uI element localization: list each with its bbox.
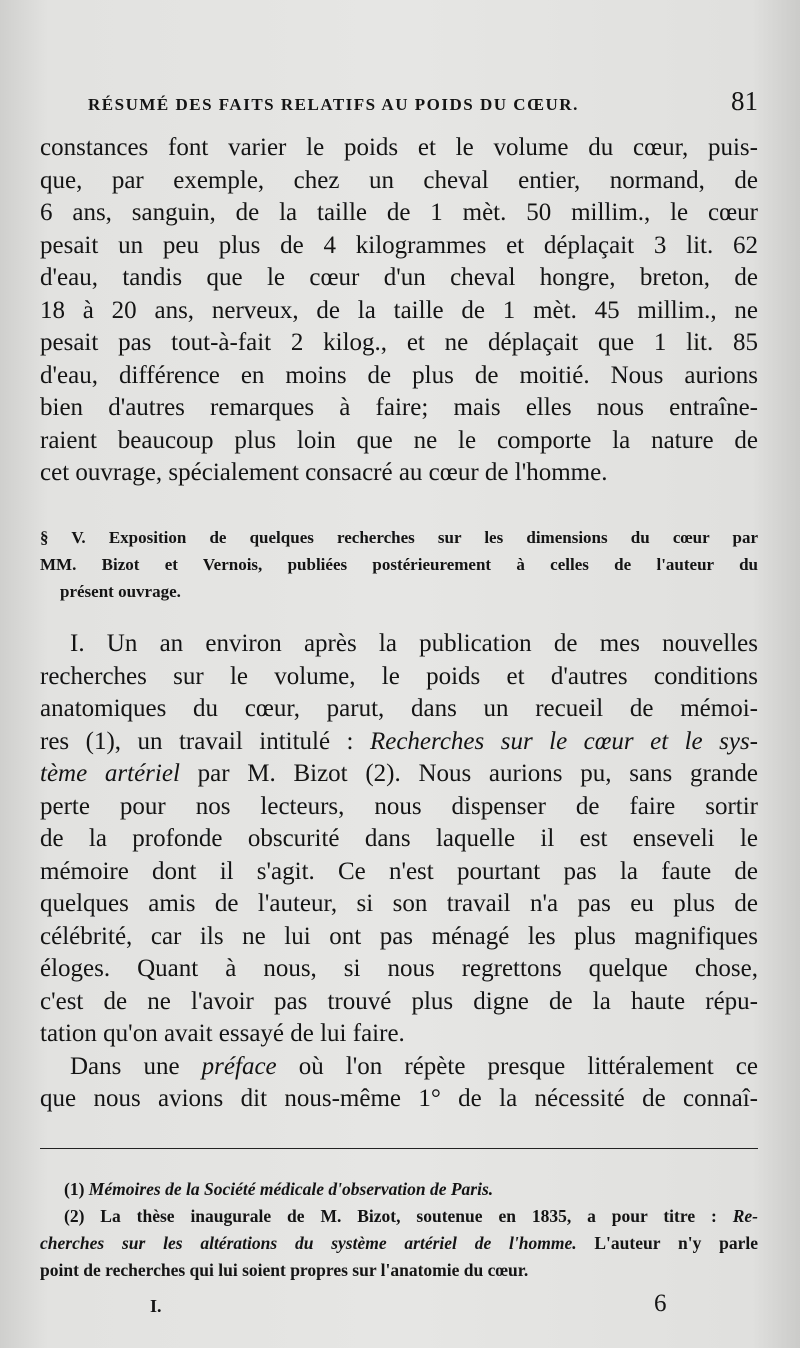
text-line: célébrité, car ils ne lui ont pas ménagé les plus magnifiques xyxy=(40,922,758,950)
footnotes xyxy=(40,1176,758,1284)
footnote-text: Mémoires de la Société médicale d'observation de Paris. xyxy=(88,1179,494,1199)
text-line: cet ouvrage, spécialement consacré au cœur de l'homme. xyxy=(40,459,608,486)
text-line: pesait pas tout-à-fait 2 kilog., et ne déplaçait que 1 lit. 85 xyxy=(40,329,758,356)
text-line: de la profonde obscurité dans laquelle il est enseveli le xyxy=(40,825,758,852)
footnote-italic: Re- xyxy=(732,1206,758,1226)
text-line: raient beaucoup plus loin que ne le comporte la nature de xyxy=(40,426,758,454)
paragraph-continuation xyxy=(40,132,758,490)
running-title: RÉSUMÉ DES FAITS RELATIFS AU POIDS DU CŒUR. xyxy=(88,95,579,114)
text-line: constances font varier le poids et le volume du cœur, puis- xyxy=(40,134,758,161)
text-line: tation qu'on avait essayé de lui faire. xyxy=(40,1020,405,1047)
footnote-marker: (1) xyxy=(64,1179,89,1199)
section-body xyxy=(40,628,758,1116)
text-line xyxy=(40,758,758,791)
footnote-italic: cherches sur les altérations du système artériel de l'homme. xyxy=(40,1233,577,1253)
footnote-text: (2) La thèse inaugurale de M. Bizot, soutenue en 1835, a pour titre : xyxy=(64,1206,733,1226)
text-run: où l'on répète presque littéralement ce xyxy=(276,1052,758,1080)
text-line: 6 ans, sanguin, de la taille de 1 mèt. 50 millim., le cœur xyxy=(40,199,758,226)
footnote-2-line xyxy=(40,1230,758,1257)
text-line: que, par exemple, chez un cheval entier, normand, de xyxy=(40,166,758,194)
text-line: d'eau, différence en moins de plus de moitié. Nous aurions xyxy=(40,361,758,389)
text-line: quelques amis de l'auteur, si son travail n'a pas eu plus de xyxy=(40,890,758,917)
page-number: 81 xyxy=(731,86,758,116)
text-line: c'est de ne l'avoir pas trouvé plus digne de la haute répu- xyxy=(40,987,758,1015)
italic-title: tème artériel xyxy=(40,760,180,787)
signature-mark: I. xyxy=(150,1296,162,1316)
footnote-2 xyxy=(40,1203,758,1230)
text-line: que nous avions dit nous-même 1° de la nécessité de connaî- xyxy=(40,1085,758,1112)
section-heading xyxy=(40,524,758,605)
text-line: recherches sur le volume, le poids et d'autres conditions xyxy=(40,662,758,690)
text-run: Dans une xyxy=(70,1052,202,1080)
footnote-2-line: point de recherches qui lui soient propres sur l'anatomie du cœur. xyxy=(40,1260,529,1280)
text-line: I. Un an environ après la publication de mes nouvelles xyxy=(70,630,758,657)
text-run: res (1), un travail intitulé : xyxy=(40,727,370,755)
text-line xyxy=(40,726,758,759)
text-run: par M. Bizot (2). Nous aurions pu, sans grande xyxy=(179,760,758,787)
footnote-rule xyxy=(40,1148,758,1149)
italic-word: préface xyxy=(201,1052,277,1080)
text-line: bien d'autres remarques à faire; mais elles nous entraîne- xyxy=(40,394,758,421)
italic-title: Recherches sur le cœur et le sys- xyxy=(369,727,758,755)
running-header xyxy=(88,86,758,117)
folio-number: 6 xyxy=(654,1290,667,1317)
text-line: d'eau, tandis que le cœur d'un cheval hongre, breton, de xyxy=(40,264,758,291)
heading-line: MM. Bizot et Vernois, publiées postérieurement à celles de l'auteur du xyxy=(40,555,758,574)
text-line: mémoire dont il s'agit. Ce n'est pourtant pas la faute de xyxy=(40,857,758,885)
heading-line: présent ouvrage. xyxy=(60,582,181,601)
text-line: perte pour nos lecteurs, nous dispenser de faire sortir xyxy=(40,792,758,820)
footnote-text: L'auteur n'y parle xyxy=(576,1233,758,1253)
heading-line: § V. Exposition de quelques recherches sur les dimensions du cœur par xyxy=(40,528,758,547)
footnote-1 xyxy=(40,1176,758,1203)
text-line: anatomiques du cœur, parut, dans un recueil de mémoi- xyxy=(40,695,758,722)
text-line: pesait un peu plus de 4 kilogrammes et déplaçait 3 lit. 62 xyxy=(40,231,758,259)
text-line: 18 à 20 ans, nerveux, de la taille de 1 mèt. 45 millim., ne xyxy=(40,296,758,324)
text-line: éloges. Quant à nous, si nous regrettons quelque chose, xyxy=(40,955,758,982)
text-line xyxy=(40,1051,758,1084)
